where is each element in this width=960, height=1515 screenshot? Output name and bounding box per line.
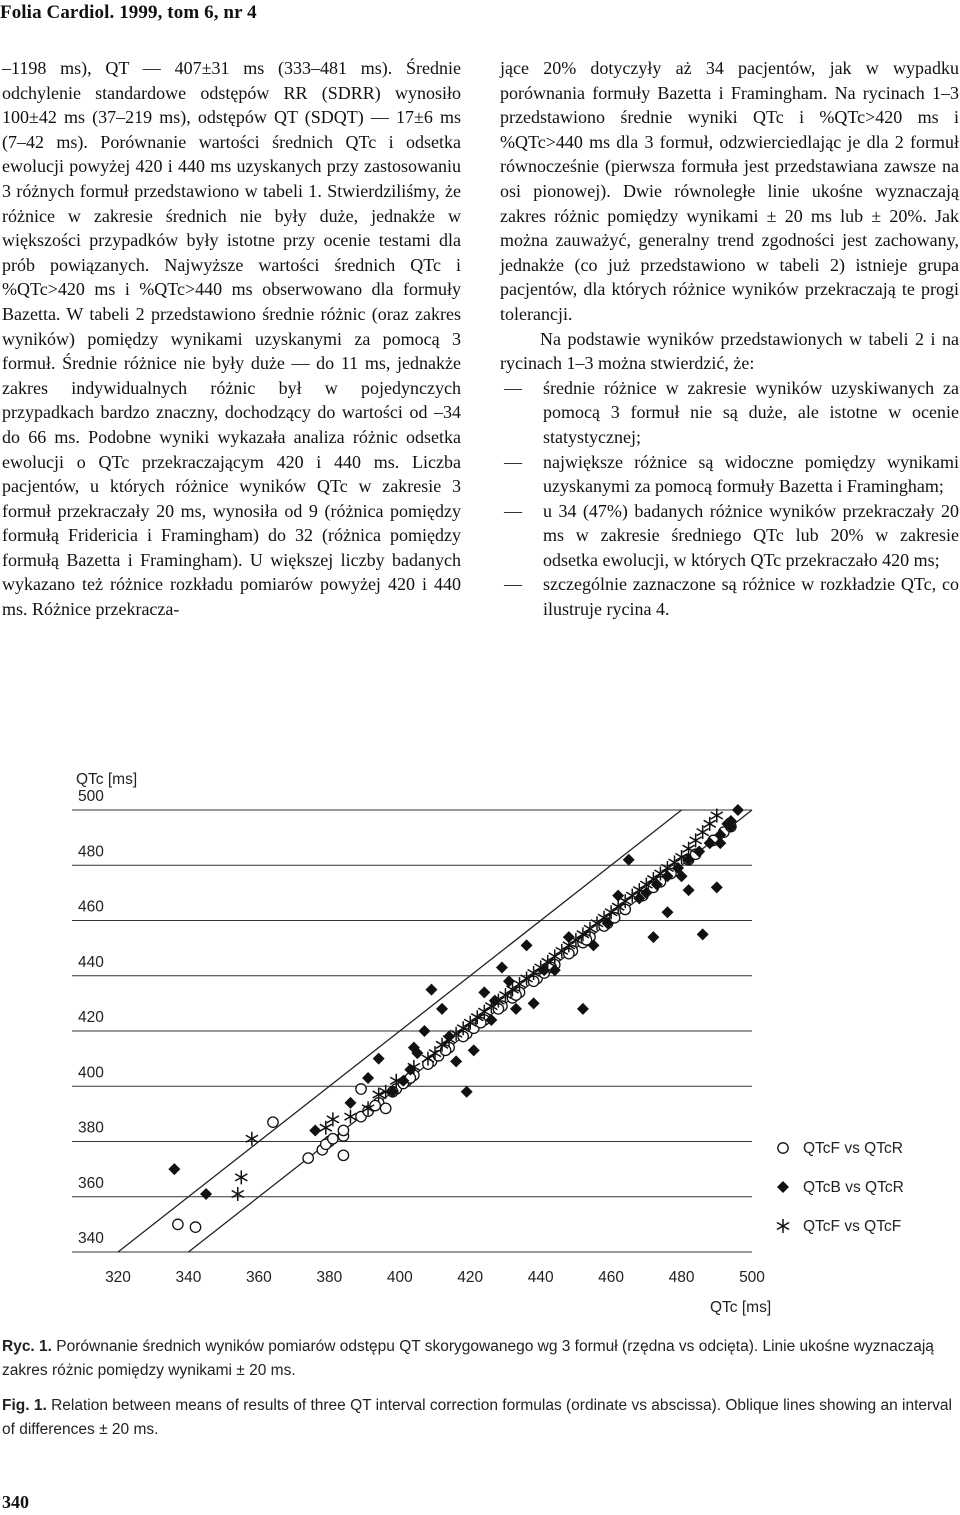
data-point: [697, 825, 709, 839]
data-point: [190, 1222, 200, 1232]
conclusion-item: — największe różnice są widoczne pomiędzy wynikami uzyskanymi za pomocą formuły Bazetta i Framingham;: [500, 450, 959, 499]
data-point: [232, 1187, 244, 1201]
data-point: [303, 1153, 313, 1163]
data-point: [173, 1219, 183, 1229]
figure-caption-english: [2, 1394, 957, 1442]
data-point: [338, 1125, 348, 1135]
body-paragraph: Na podstawie wyników przedstawionych w tabeli 2 i na rycinach 1–3 można stwierdzić, że:: [500, 328, 959, 374]
caption-label: Ryc. 1.: [2, 1338, 52, 1355]
data-point: [577, 1003, 589, 1015]
legend-label: QTcF vs QTcR: [803, 1140, 903, 1157]
data-point: [309, 1124, 321, 1136]
data-point: [338, 1150, 348, 1160]
data-point: [200, 1188, 212, 1200]
x-tick-label: 380: [316, 1269, 343, 1286]
x-tick-label: 440: [527, 1269, 554, 1286]
data-point: [478, 986, 490, 998]
data-point: [356, 1084, 366, 1094]
data-point: [528, 997, 540, 1009]
data-point: [362, 1072, 374, 1084]
legend-marker: [777, 1181, 789, 1193]
page-number: 340: [2, 1492, 29, 1512]
data-point: [168, 1163, 180, 1175]
grid-lines: [72, 810, 752, 1197]
x-tick-label: 320: [105, 1269, 131, 1286]
body-paragraph: jące 20% dotyczyły aż 34 pacjentów, jak w wypadku porównania formuły Bazetta i Framingham. Na rycinach 1–3 przedstawiono średnie wyniki QTc i %QTc>420 ms i %QTc>440 ms dla 3 formuł, odzwierciedlając je dla 2 formuł równocześnie (pierwsza formuła jest przedstawiana zawsze na osi pionowej). Dwie równoległe linie ukośne wyznaczają zakres różnic pomiędzy wynikami ± 20 ms lub ± 20%. Jak można zauważyć, generalny trend zgodności jest zachowany, jednakże (co już przedstawiono w tabeli 2) istnieje grupa pacjentów, dla których różnice wyników przekraczają te progi tolerancji.: [500, 58, 959, 324]
data-point: [450, 1055, 462, 1067]
data-point: [683, 884, 695, 896]
scatter-figure: [0, 760, 960, 1320]
y-tick-label: 400: [78, 1064, 104, 1082]
figure-caption-polish: [2, 1335, 957, 1383]
data-point: [647, 931, 659, 943]
x-tick-label: 420: [457, 1269, 484, 1286]
body-paragraph: –1198 ms), QT — 407±31 ms (333–481 ms). Średnie odchylenie standardowe odstępów RR (SDRR) wynosiło 100±42 ms (37–219 ms), odstępów QT (SDQT) — 17±6 ms (7–42 ms). Porównanie wartości średnich QTc i odsetka ewolucji powyżej 420 i 440 ms uzyskanych przy zastosowaniu 3 różnych formuł przedstawiono w tabeli 1. Stwierdziliśmy, że różnice w zakresie średnich nie były duże, jednakże w większości przypadków były istotne przy ocenie testami dla prób powiązanych. Najwyższe wartości średnich QTc i %QTc>420 ms i %QTc>440 ms obserwowano dla formuły Bazetta. W tabeli 2 przedstawiono średnie różnic (oraz zakres wyników) pomiędzy wynikami uzyskanymi za pomocą 3 formuł. Średnie różnice nie były duże — do 11 ms, jednakże zakres indywidualnych różnic był w pojedynczych przypadkach bardzo znaczny, dochodzący do wartości od –34 do 66 ms. Podobne wyniki wykazała analiza różnic odsetka ewolucji o QTc przekraczającym 420 i 440 ms. Liczba pacjentów, u których różnice wyników QTc w zakresie 3 formuł przekraczały 20 ms, wynosiła od 9 (różnica pomiędzy formułą Fridericia i Framingham) do 32 (różnica pomiędzy formułą Bazetta i Framingham). U większej liczby badanych wykazano też różnice rozkładu pomiarów powyżej 420 i 440 ms. Różnice przekracza-: [2, 58, 461, 620]
running-header: Folia Cardiol. 1999, tom 6, nr 4: [0, 2, 257, 23]
data-point: [496, 961, 508, 973]
y-tick-label: 340: [78, 1230, 104, 1247]
data-point: [732, 804, 744, 816]
legend-marker: [777, 1219, 789, 1233]
data-point: [344, 1097, 356, 1109]
legend-label: QTcB vs QTcR: [803, 1179, 904, 1196]
caption-text: Relation between means of results of three QT interval correction formulas (ordinate vs abscissa). Oblique lines showing an interval of differences ± 20 ms.: [2, 1397, 952, 1438]
data-point: [661, 906, 673, 918]
y-tick-label: 500: [78, 788, 104, 805]
text-column-right: [500, 56, 959, 622]
data-point: [380, 1103, 390, 1113]
y-tick-labels: [78, 788, 104, 1247]
data-point: [711, 809, 723, 823]
data-point: [690, 833, 702, 847]
x-tick-label: 460: [598, 1269, 625, 1286]
data-points: [168, 804, 744, 1232]
x-tick-label: 500: [739, 1269, 765, 1286]
data-point: [328, 1134, 338, 1144]
legend: [777, 1140, 904, 1235]
data-point: [468, 1044, 480, 1056]
legend-marker: [778, 1143, 788, 1153]
caption-label: Fig. 1.: [2, 1397, 47, 1414]
x-tick-label: 480: [668, 1269, 695, 1286]
data-point: [268, 1117, 278, 1127]
conclusion-item: — średnie różnice w zakresie wyników uzyskiwanych za pomocą 3 formuł nie są duże, ale istotne w ocenie statystycznej;: [500, 376, 959, 450]
conclusion-list: [500, 376, 959, 622]
x-axis-label: QTc [ms]: [710, 1299, 772, 1316]
data-point: [697, 928, 709, 940]
x-tick-label: 340: [175, 1269, 202, 1286]
data-point: [373, 1053, 385, 1065]
x-tick-label: 400: [386, 1269, 413, 1286]
x-tick-label: 360: [245, 1269, 272, 1286]
data-point: [704, 817, 716, 831]
y-tick-label: 440: [78, 953, 104, 971]
data-point: [327, 1112, 339, 1126]
y-tick-label: 380: [78, 1119, 104, 1137]
y-axis-label: QTc [ms]: [76, 771, 138, 788]
data-point: [320, 1121, 332, 1135]
conclusion-item: — szczególnie zaznaczone są różnice w rozkładzie QTc, co ilustruje rycina 4.: [500, 572, 959, 621]
data-point: [425, 984, 437, 996]
x-tick-labels: [105, 1269, 765, 1286]
scatter-chart: [0, 760, 960, 1320]
legend-label: QTcF vs QTcF: [803, 1218, 902, 1235]
caption-text: Porównanie średnich wyników pomiarów odstępu QT skorygowanego wg 3 formuł (rzędna vs odcięta). Linie ukośne wyznaczają zakres różnic pomiędzy wynikami ± 20 ms.: [2, 1338, 934, 1379]
data-point: [711, 881, 723, 893]
y-tick-label: 420: [78, 1009, 104, 1026]
data-point: [461, 1086, 473, 1098]
data-point: [521, 939, 533, 951]
y-tick-label: 360: [78, 1174, 104, 1192]
y-tick-label: 460: [78, 898, 104, 916]
data-point: [418, 1025, 430, 1037]
conclusion-item: — u 34 (47%) badanych różnice wyników przekraczały 20 ms w zakresie średniego QTc lub 20% w zakresie odsetka ewolucji, w których QTc przekraczało 420 ms;: [500, 499, 959, 573]
text-column-left: [2, 56, 461, 622]
y-tick-label: 480: [78, 843, 104, 861]
data-point: [510, 1003, 522, 1015]
data-point: [436, 1003, 448, 1015]
data-point: [235, 1170, 247, 1184]
